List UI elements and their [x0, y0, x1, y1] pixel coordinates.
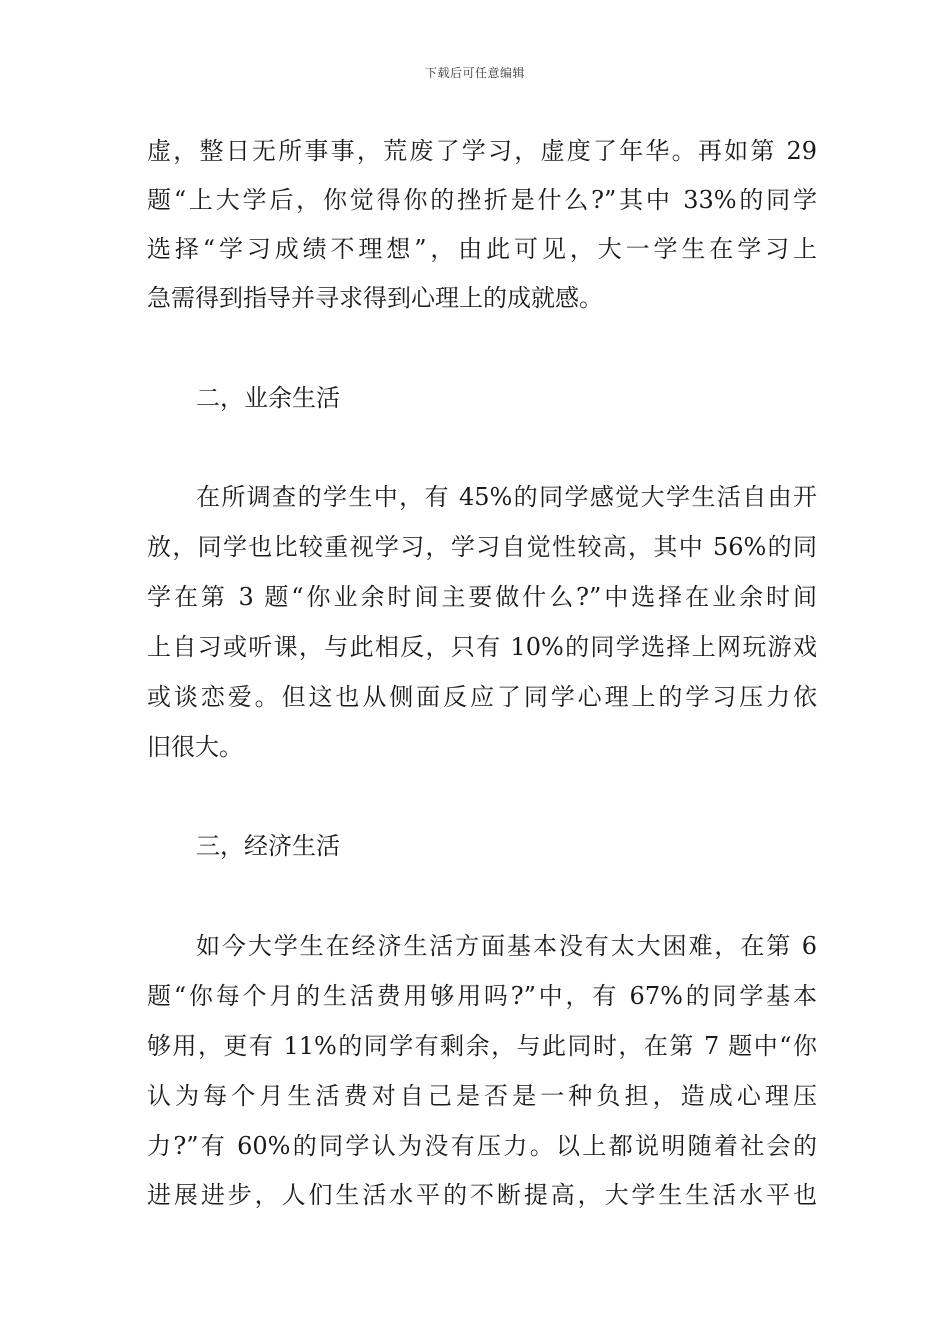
- section-3-line-4: 认为每个月生活费对自己是否是一种负担，造成心理压: [147, 1082, 817, 1110]
- page-header: 下载后可任意编辑: [424, 66, 525, 80]
- section-2-line-6: 旧很大。: [147, 733, 243, 761]
- section-3-line-2: 题“你每个月的生活费用够用吗?”中，有 67%的同学基本: [147, 982, 817, 1010]
- section-2-line-2: 放，同学也比较重视学习，学习自觉性较高，其中 56%的同: [147, 533, 817, 561]
- section-3-line-1: 如今大学生在经济生活方面基本没有太大困难，在第 6: [196, 932, 817, 960]
- section-3-line-6: 进展进步，人们生活水平的不断提高，大学生生活水平也: [147, 1181, 817, 1209]
- section-2-line-1: 在所调查的学生中，有 45%的同学感觉大学生活自由开: [196, 483, 817, 511]
- section-3-line-5: 力?”有 60%的同学认为没有压力。以上都说明随着社会的: [147, 1132, 817, 1160]
- section-3-heading: 三，经济生活: [196, 832, 340, 860]
- section-3-line-3: 够用，更有 11%的同学有剩余，与此同时，在第 7 题中“你: [147, 1032, 817, 1060]
- paragraph-1-line-4: 急需得到指导并寻求得到心理上的成就感。: [147, 284, 603, 312]
- paragraph-1-line-1: 虚，整日无所事事，荒废了学习，虚度了年华。再如第 29: [147, 137, 817, 165]
- paragraph-1-line-3: 选择“学习成绩不理想”，由此可见，大一学生在学习上: [147, 235, 817, 263]
- section-2-line-3: 学在第 3 题“你业余时间主要做什么?”中选择在业余时间: [147, 583, 817, 611]
- paragraph-1-line-2: 题“上大学后，你觉得你的挫折是什么?”其中 33%的同学: [147, 186, 817, 214]
- section-2-line-4: 上自习或听课，与此相反，只有 10%的同学选择上网玩游戏: [147, 633, 817, 661]
- section-2-line-5: 或谈恋爱。但这也从侧面反应了同学心理上的学习压力依: [147, 683, 817, 711]
- section-2-heading: 二，业余生活: [196, 384, 340, 412]
